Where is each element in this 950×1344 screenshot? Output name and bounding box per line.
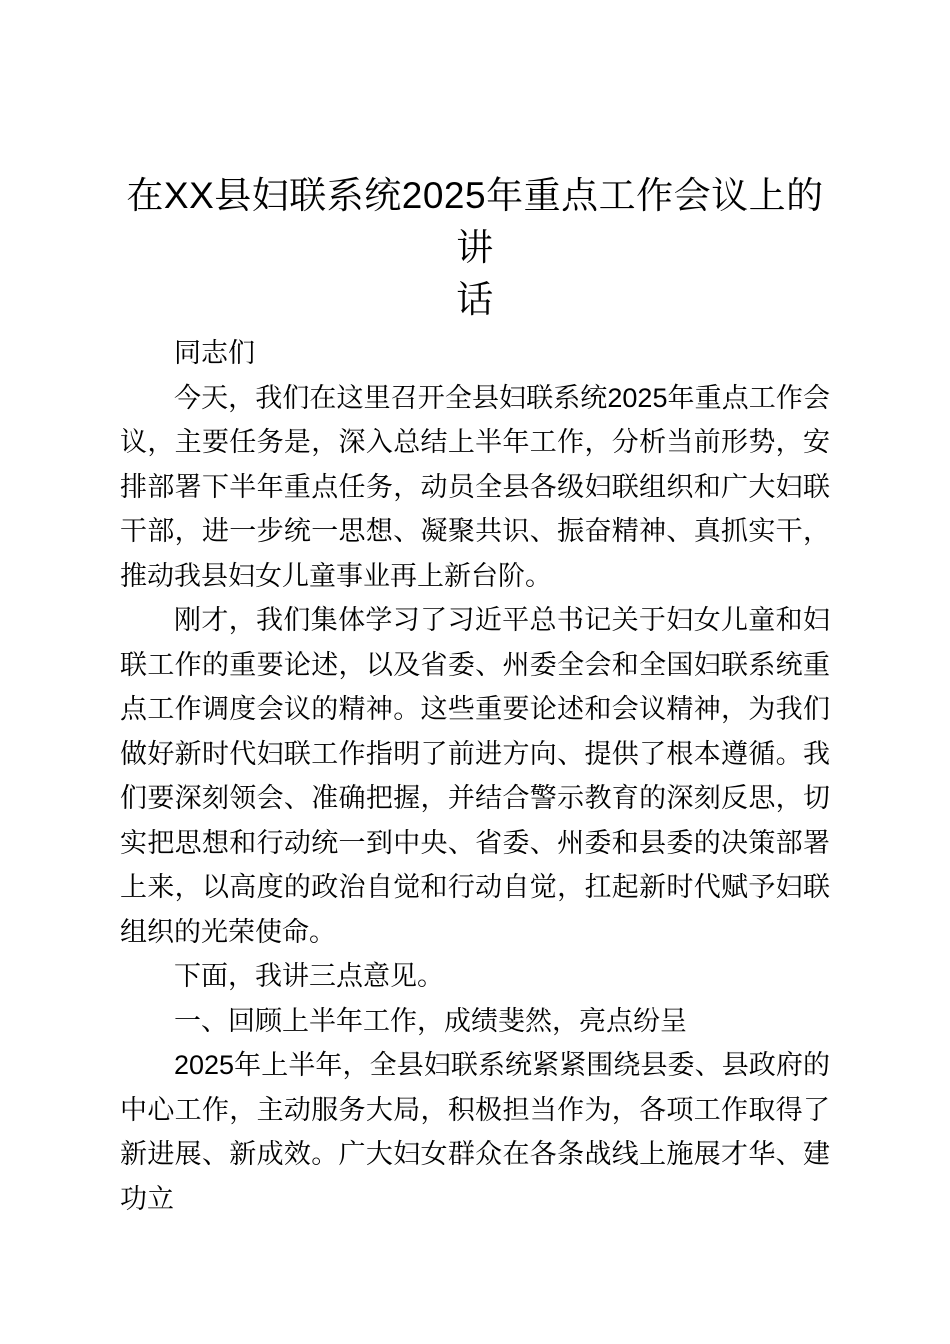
paragraph: 刚才，我们集体学习了习近平总书记关于妇女儿童和妇联工作的重要论述，以及省委、州委全会和全国妇联系统重点工作调度会议的精神。这些重要论述和会议精神，为我们做好新时代妇联工作指明了前进方向、提供了根本遵循。我们要深刻领会、准确把握，并结合警示教育的深刻反思，切实把思想和行动统一到中央、省委、州委和县委的决策部署上来，以高度的政治自觉和行动自觉，扛起新时代赋予妇联组织的光荣使命。 [120,605,830,947]
paragraph: 一、回顾上半年工作，成绩斐然，亮点纷呈 [174,1005,687,1036]
paragraph: 下面，我讲三点意见。 [174,961,444,991]
paragraph: 今天，我们在这里召开全县妇联系统2025年重点工作会议，主要任务是，深入总结上半年工作，分析当前形势，安排部署下半年重点任务，动员全县各级妇联组织和广大妇联干部，进一步统一思想、凝聚共识、振奋精神、真抓实干，推动我县妇女儿童事业再上新台阶。 [120,382,830,591]
document-title-line-1: 在XX县妇联系统2025年重点工作会议上的讲 [126,175,824,268]
document-body [120,331,830,1221]
paragraph: 同志们 [174,338,255,368]
document-title-line-2: 话 [456,279,494,320]
document-title [120,170,830,326]
paragraph: 2025年上半年，全县妇联系统紧紧围绕县委、县政府的中心工作，主动服务大局，积极担当作为，各项工作取得了新进展、新成效。广大妇女群众在各条战线上施展才华、建功立 [120,1050,830,1214]
